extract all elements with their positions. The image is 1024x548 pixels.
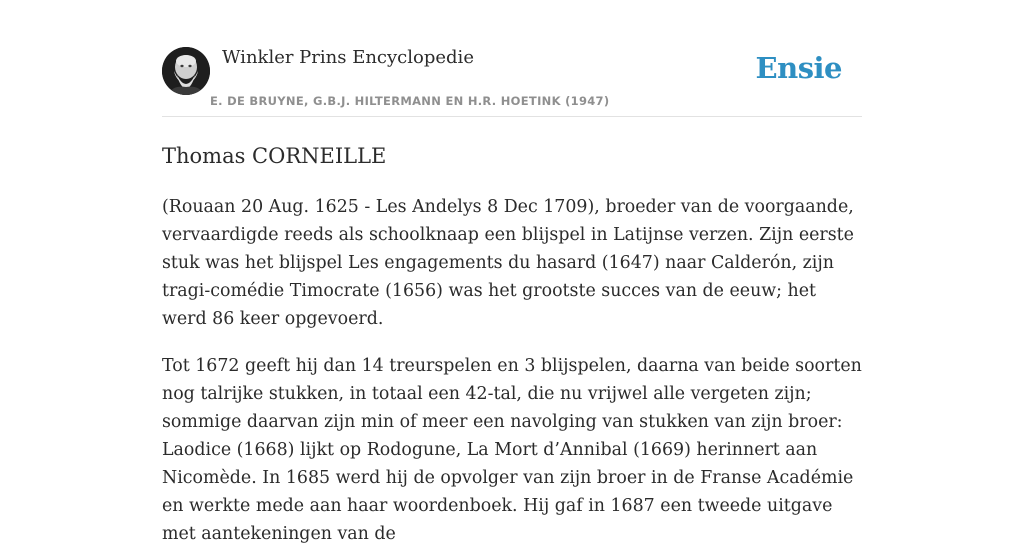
article-paragraph: Tot 1672 geeft hij dan 14 treurspelen en 3 blijspelen, daarna van beide soorten nog talrijke stukken, in totaal een 42-tal, die nu vrijwel alle vergeten zijn; sommige daarvan zijn min of meer een navolging van stukken van zijn broer: Laodice (1668) lijkt op Rodogune, La Mort d’Annibal (1669) herinnert aan Nicomède. In 1685 werd hij de opvolger van zijn broer in de Franse Académie en werkte mede aan haar woordenboek. Hij gaf in 1687 een tweede uitgave met aantekeningen van de xyxy=(162,356,862,544)
avatar xyxy=(162,47,210,95)
page xyxy=(162,0,862,548)
header xyxy=(162,0,862,117)
ensie-logo[interactable]: Ensie xyxy=(755,51,842,85)
bearded-man-portrait-icon xyxy=(162,47,210,95)
article-paragraph: (Rouaan 20 Aug. 1625 - Les Andelys 8 Dec 1709), broeder van de voorgaande, vervaardigde reeds als schoolknaap een blijspel in Latijnse verzen. Zijn eerste stuk was het blijspel Les engagements du hasard (1647) naar Calderón, zijn tragi-comédie Timocrate (1656) was het grootste succes van de eeuw; het werd 86 keer opgevoerd. xyxy=(162,197,854,329)
site-title[interactable]: Winkler Prins Encyclopedie xyxy=(222,47,474,68)
authors-line: E. DE BRUYNE, G.B.J. HILTERMANN EN H.R. HOETINK (1947) xyxy=(210,94,610,108)
article-title: Thomas CORNEILLE xyxy=(162,144,387,168)
